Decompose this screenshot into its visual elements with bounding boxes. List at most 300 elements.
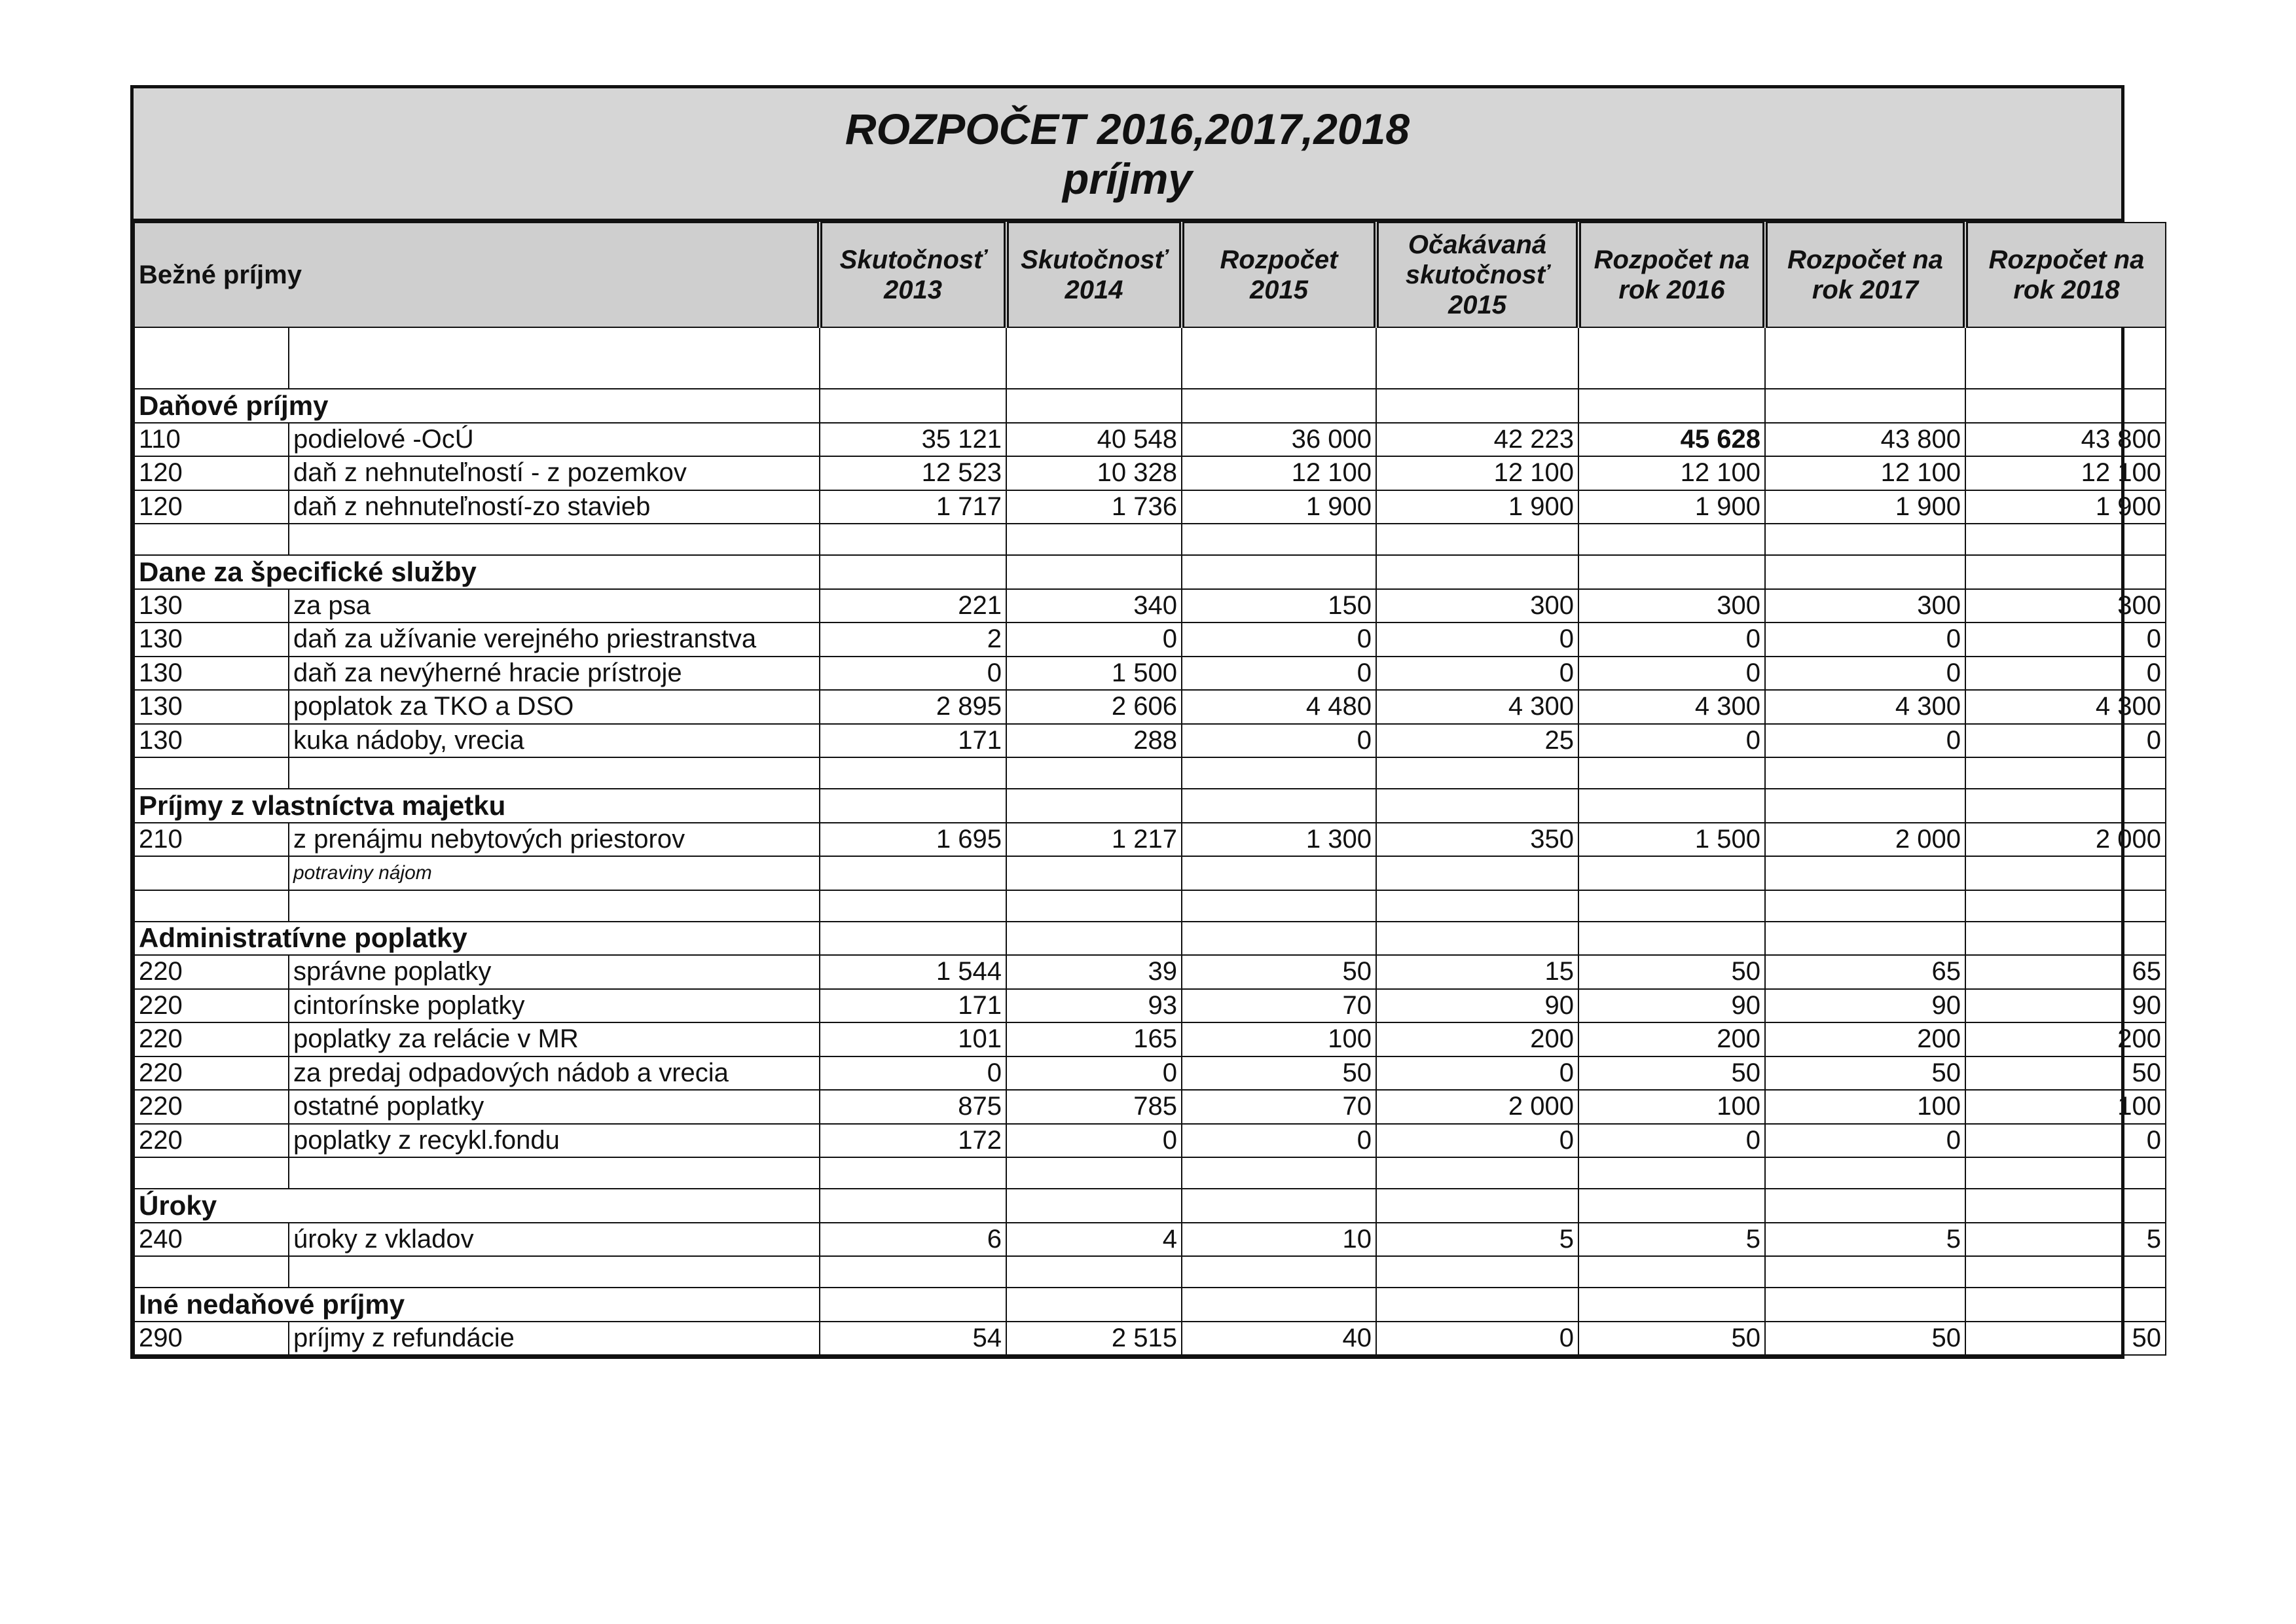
empty-cell — [1765, 1157, 1965, 1189]
col-header: Rozpočet na rok 2018 — [1965, 223, 2166, 327]
value-cell: 150 — [1182, 589, 1376, 623]
value-cell: 4 300 — [1965, 690, 2166, 724]
blank-row — [134, 757, 2166, 789]
value-cell: 12 100 — [1578, 456, 1765, 490]
value-cell: 0 — [1376, 1056, 1578, 1091]
empty-cell — [1578, 1189, 1765, 1223]
empty-cell — [820, 856, 1006, 890]
value-cell: 300 — [1578, 589, 1765, 623]
empty-cell — [820, 555, 1006, 589]
empty-cell — [1376, 524, 1578, 555]
value-cell: 2 000 — [1376, 1090, 1578, 1124]
value-cell: 0 — [1765, 657, 1965, 691]
empty-cell — [1578, 757, 1765, 789]
empty-cell — [1578, 789, 1765, 823]
empty-cell — [820, 327, 1006, 389]
empty-cell — [1376, 555, 1578, 589]
value-cell: 25 — [1376, 724, 1578, 758]
empty-cell — [1965, 389, 2166, 423]
value-cell: 0 — [1376, 1322, 1578, 1356]
value-cell: 12 100 — [1765, 456, 1965, 490]
value-cell: 0 — [1765, 623, 1965, 657]
header-label: Bežné príjmy — [134, 223, 820, 327]
value-cell: 90 — [1578, 989, 1765, 1023]
table-row — [134, 823, 2166, 857]
item-code: 240 — [134, 1223, 289, 1257]
value-cell: 288 — [1006, 724, 1182, 758]
value-cell: 45 628 — [1578, 423, 1765, 457]
value-cell: 100 — [1578, 1090, 1765, 1124]
empty-cell — [1765, 524, 1965, 555]
value-cell: 875 — [820, 1090, 1006, 1124]
section-row — [134, 1288, 2166, 1322]
value-cell: 0 — [1006, 1124, 1182, 1158]
value-cell: 50 — [1578, 1322, 1765, 1356]
value-cell: 50 — [1182, 1056, 1376, 1091]
value-cell: 10 — [1182, 1223, 1376, 1257]
item-code: 120 — [134, 490, 289, 524]
budget-table — [134, 222, 2166, 1356]
section-title: Iné nedaňové príjmy — [134, 1288, 820, 1322]
section-title: Dane za špecifické služby — [134, 555, 820, 589]
empty-cell — [289, 1256, 820, 1288]
empty-cell — [1006, 789, 1182, 823]
item-code: 220 — [134, 1022, 289, 1056]
item-description: poplatky za relácie v MR — [289, 1022, 820, 1056]
empty-cell — [1578, 890, 1765, 922]
item-code: 110 — [134, 423, 289, 457]
empty-cell — [1376, 856, 1578, 890]
empty-cell — [1765, 1256, 1965, 1288]
empty-cell — [1376, 789, 1578, 823]
value-cell: 0 — [1376, 1124, 1578, 1158]
value-cell: 0 — [1376, 657, 1578, 691]
value-cell: 0 — [1182, 1124, 1376, 1158]
empty-cell — [1578, 1256, 1765, 1288]
empty-cell — [1965, 890, 2166, 922]
value-cell: 36 000 — [1182, 423, 1376, 457]
table-body — [134, 327, 2166, 1355]
item-code: 220 — [134, 1056, 289, 1091]
value-cell: 0 — [1965, 657, 2166, 691]
empty-cell — [820, 524, 1006, 555]
section-row — [134, 789, 2166, 823]
value-cell: 4 300 — [1376, 690, 1578, 724]
value-cell: 1 717 — [820, 490, 1006, 524]
item-code: 290 — [134, 1322, 289, 1356]
value-cell: 43 800 — [1965, 423, 2166, 457]
empty-cell — [1006, 1157, 1182, 1189]
empty-cell — [1578, 327, 1765, 389]
table-row — [134, 657, 2166, 691]
blank-row — [134, 327, 2166, 389]
empty-cell — [1765, 555, 1965, 589]
item-description: daň za užívanie verejného priestranstva — [289, 623, 820, 657]
empty-cell — [1765, 1189, 1965, 1223]
value-cell: 65 — [1965, 955, 2166, 989]
item-description: poplatok za TKO a DSO — [289, 690, 820, 724]
item-description: daň z nehnuteľností - z pozemkov — [289, 456, 820, 490]
section-title: Úroky — [134, 1189, 820, 1223]
value-cell: 0 — [820, 1056, 1006, 1091]
item-code: 220 — [134, 989, 289, 1023]
empty-cell — [1006, 327, 1182, 389]
value-cell: 12 100 — [1182, 456, 1376, 490]
value-cell: 300 — [1376, 589, 1578, 623]
value-cell: 50 — [1578, 1056, 1765, 1091]
empty-cell — [134, 1157, 289, 1189]
value-cell: 4 300 — [1765, 690, 1965, 724]
value-cell: 0 — [1006, 1056, 1182, 1091]
empty-cell — [1578, 524, 1765, 555]
value-cell: 0 — [1965, 623, 2166, 657]
table-row — [134, 1223, 2166, 1257]
empty-cell — [1765, 389, 1965, 423]
value-cell: 0 — [1578, 724, 1765, 758]
value-cell: 1 900 — [1376, 490, 1578, 524]
empty-cell — [1376, 327, 1578, 389]
empty-cell — [1578, 1288, 1765, 1322]
table-row — [134, 989, 2166, 1023]
empty-cell — [289, 757, 820, 789]
empty-cell — [1182, 555, 1376, 589]
item-code: 130 — [134, 589, 289, 623]
header-row — [134, 223, 2166, 327]
blank-row — [134, 1256, 2166, 1288]
empty-cell — [820, 922, 1006, 956]
table-row — [134, 1124, 2166, 1158]
empty-cell — [1006, 757, 1182, 789]
empty-cell — [1965, 1157, 2166, 1189]
empty-cell — [1965, 856, 2166, 890]
title-band — [134, 88, 2121, 222]
table-row — [134, 1022, 2166, 1056]
value-cell: 90 — [1965, 989, 2166, 1023]
empty-cell — [1765, 856, 1965, 890]
empty-cell — [1182, 922, 1376, 956]
table-row — [134, 423, 2166, 457]
empty-cell — [1965, 922, 2166, 956]
note-row — [134, 856, 2166, 890]
value-cell: 1 900 — [1578, 490, 1765, 524]
empty-cell — [1182, 890, 1376, 922]
value-cell: 50 — [1182, 955, 1376, 989]
empty-cell — [1182, 1288, 1376, 1322]
empty-cell — [1765, 757, 1965, 789]
value-cell: 15 — [1376, 955, 1578, 989]
table-row — [134, 690, 2166, 724]
empty-cell — [820, 890, 1006, 922]
empty-cell — [1006, 922, 1182, 956]
empty-cell — [1765, 922, 1965, 956]
empty-cell — [1006, 1189, 1182, 1223]
table-row — [134, 456, 2166, 490]
col-header: Rozpočet 2015 — [1182, 223, 1376, 327]
value-cell: 50 — [1578, 955, 1765, 989]
empty-cell — [289, 1157, 820, 1189]
value-cell: 165 — [1006, 1022, 1182, 1056]
empty-cell — [1578, 1157, 1765, 1189]
document-title: ROZPOČET 2016,2017,2018 — [845, 105, 1410, 153]
section-title: Daňové príjmy — [134, 389, 820, 423]
empty-cell — [820, 1157, 1006, 1189]
value-cell: 50 — [1965, 1056, 2166, 1091]
value-cell: 0 — [1182, 724, 1376, 758]
value-cell: 5 — [1765, 1223, 1965, 1257]
section-row — [134, 389, 2166, 423]
empty-cell — [134, 327, 289, 389]
value-cell: 93 — [1006, 989, 1182, 1023]
value-cell: 6 — [820, 1223, 1006, 1257]
empty-cell — [134, 890, 289, 922]
empty-cell — [1765, 789, 1965, 823]
empty-cell — [1182, 789, 1376, 823]
empty-cell — [1376, 922, 1578, 956]
item-description: kuka nádoby, vrecia — [289, 724, 820, 758]
empty-cell — [820, 1189, 1006, 1223]
table-row — [134, 1090, 2166, 1124]
item-description: daň za nevýherné hracie prístroje — [289, 657, 820, 691]
empty-cell — [1182, 327, 1376, 389]
blank-row — [134, 524, 2166, 555]
col-header: Očakávaná skutočnosť 2015 — [1376, 223, 1578, 327]
value-cell: 0 — [820, 657, 1006, 691]
item-code: 130 — [134, 657, 289, 691]
table-row — [134, 1322, 2166, 1356]
value-cell: 2 000 — [1765, 823, 1965, 857]
value-cell: 12 523 — [820, 456, 1006, 490]
section-title: Administratívne poplatky — [134, 922, 820, 956]
value-cell: 1 217 — [1006, 823, 1182, 857]
item-description: z prenájmu nebytových priestorov — [289, 823, 820, 857]
value-cell: 300 — [1965, 589, 2166, 623]
value-cell: 70 — [1182, 1090, 1376, 1124]
value-cell: 4 480 — [1182, 690, 1376, 724]
value-cell: 101 — [820, 1022, 1006, 1056]
empty-cell — [1965, 1189, 2166, 1223]
value-cell: 340 — [1006, 589, 1182, 623]
empty-cell — [820, 1288, 1006, 1322]
value-cell: 2 895 — [820, 690, 1006, 724]
empty-cell — [1006, 1288, 1182, 1322]
item-description: poplatky z recykl.fondu — [289, 1124, 820, 1158]
item-description: úroky z vkladov — [289, 1223, 820, 1257]
empty-cell — [1376, 890, 1578, 922]
empty-cell — [1376, 757, 1578, 789]
empty-cell — [1578, 389, 1765, 423]
section-row — [134, 555, 2166, 589]
empty-cell — [134, 757, 289, 789]
item-description: podielové -OcÚ — [289, 423, 820, 457]
empty-cell — [1578, 555, 1765, 589]
value-cell: 10 328 — [1006, 456, 1182, 490]
value-cell: 0 — [1182, 623, 1376, 657]
value-cell: 0 — [1765, 724, 1965, 758]
empty-cell — [1376, 1288, 1578, 1322]
item-description: daň z nehnuteľností-zo stavieb — [289, 490, 820, 524]
value-cell: 43 800 — [1765, 423, 1965, 457]
value-cell: 1 500 — [1006, 657, 1182, 691]
value-cell: 40 — [1182, 1322, 1376, 1356]
value-cell: 5 — [1965, 1223, 2166, 1257]
value-cell: 2 515 — [1006, 1322, 1182, 1356]
col-header: Rozpočet na rok 2016 — [1578, 223, 1765, 327]
value-cell: 4 — [1006, 1223, 1182, 1257]
empty-cell — [820, 1256, 1006, 1288]
empty-cell — [1965, 555, 2166, 589]
empty-cell — [820, 389, 1006, 423]
empty-cell — [134, 1256, 289, 1288]
value-cell: 1 300 — [1182, 823, 1376, 857]
empty-cell — [820, 757, 1006, 789]
empty-cell — [1765, 1288, 1965, 1322]
table-row — [134, 724, 2166, 758]
empty-cell — [289, 327, 820, 389]
empty-cell — [1182, 389, 1376, 423]
value-cell: 50 — [1765, 1322, 1965, 1356]
empty-cell — [820, 789, 1006, 823]
table-row — [134, 1056, 2166, 1091]
table-row — [134, 589, 2166, 623]
empty-cell — [1376, 1157, 1578, 1189]
value-cell: 90 — [1376, 989, 1578, 1023]
col-header: Rozpočet na rok 2017 — [1765, 223, 1965, 327]
empty-cell — [1006, 890, 1182, 922]
item-description: správne poplatky — [289, 955, 820, 989]
value-cell: 54 — [820, 1322, 1006, 1356]
section-title: Príjmy z vlastníctva majetku — [134, 789, 820, 823]
empty-cell — [1006, 856, 1182, 890]
empty-cell — [1182, 757, 1376, 789]
empty-cell — [1376, 1256, 1578, 1288]
empty-cell — [1376, 389, 1578, 423]
empty-cell — [1006, 389, 1182, 423]
value-cell: 171 — [820, 724, 1006, 758]
empty-cell — [1965, 757, 2166, 789]
empty-cell — [1965, 789, 2166, 823]
item-code: 220 — [134, 955, 289, 989]
value-cell: 350 — [1376, 823, 1578, 857]
item-code: 130 — [134, 623, 289, 657]
item-code: 130 — [134, 724, 289, 758]
empty-cell — [1182, 1157, 1376, 1189]
value-cell: 200 — [1376, 1022, 1578, 1056]
value-cell: 5 — [1578, 1223, 1765, 1257]
value-cell: 0 — [1765, 1124, 1965, 1158]
document-subtitle: príjmy — [1062, 154, 1193, 203]
value-cell: 172 — [820, 1124, 1006, 1158]
value-cell: 65 — [1765, 955, 1965, 989]
value-cell: 0 — [1578, 1124, 1765, 1158]
value-cell: 1 500 — [1578, 823, 1765, 857]
value-cell: 221 — [820, 589, 1006, 623]
value-cell: 0 — [1578, 623, 1765, 657]
empty-cell — [1006, 1256, 1182, 1288]
value-cell: 100 — [1965, 1090, 2166, 1124]
empty-cell — [1182, 856, 1376, 890]
value-cell: 35 121 — [820, 423, 1006, 457]
value-cell: 100 — [1182, 1022, 1376, 1056]
value-cell: 2 — [820, 623, 1006, 657]
item-description: príjmy z refundácie — [289, 1322, 820, 1356]
empty-cell — [1578, 856, 1765, 890]
item-description: za predaj odpadových nádob a vrecia — [289, 1056, 820, 1091]
value-cell: 171 — [820, 989, 1006, 1023]
item-description: ostatné poplatky — [289, 1090, 820, 1124]
empty-cell — [1578, 922, 1765, 956]
value-cell: 90 — [1765, 989, 1965, 1023]
value-cell: 200 — [1765, 1022, 1965, 1056]
value-cell: 200 — [1578, 1022, 1765, 1056]
value-cell: 2 000 — [1965, 823, 2166, 857]
item-note: potraviny nájom — [289, 856, 820, 890]
section-row — [134, 922, 2166, 956]
value-cell: 12 100 — [1376, 456, 1578, 490]
value-cell: 5 — [1376, 1223, 1578, 1257]
value-cell: 200 — [1965, 1022, 2166, 1056]
value-cell: 0 — [1006, 623, 1182, 657]
item-code: 220 — [134, 1090, 289, 1124]
budget-sheet — [130, 85, 2161, 1359]
value-cell: 0 — [1965, 1124, 2166, 1158]
item-code: 130 — [134, 690, 289, 724]
blank-row — [134, 890, 2166, 922]
empty-cell — [289, 890, 820, 922]
table-row — [134, 490, 2166, 524]
empty-cell — [1182, 524, 1376, 555]
value-cell: 1 900 — [1182, 490, 1376, 524]
value-cell: 42 223 — [1376, 423, 1578, 457]
value-cell: 1 544 — [820, 955, 1006, 989]
value-cell: 785 — [1006, 1090, 1182, 1124]
value-cell: 1 900 — [1765, 490, 1965, 524]
item-description: za psa — [289, 589, 820, 623]
value-cell: 70 — [1182, 989, 1376, 1023]
blank-row — [134, 1157, 2166, 1189]
value-cell: 1 900 — [1965, 490, 2166, 524]
value-cell: 0 — [1182, 657, 1376, 691]
item-description: cintorínske poplatky — [289, 989, 820, 1023]
empty-cell — [1965, 327, 2166, 389]
empty-cell — [1182, 1256, 1376, 1288]
section-row — [134, 1189, 2166, 1223]
item-code: 220 — [134, 1124, 289, 1158]
value-cell: 50 — [1965, 1322, 2166, 1356]
table-row — [134, 623, 2166, 657]
empty-cell — [1376, 1189, 1578, 1223]
value-cell: 2 606 — [1006, 690, 1182, 724]
col-header: Skutočnosť 2014 — [1006, 223, 1182, 327]
value-cell: 12 100 — [1965, 456, 2166, 490]
value-cell: 0 — [1376, 623, 1578, 657]
empty-cell — [1765, 327, 1965, 389]
value-cell: 1 695 — [820, 823, 1006, 857]
empty-cell — [1965, 1288, 2166, 1322]
value-cell: 40 548 — [1006, 423, 1182, 457]
empty-cell — [134, 856, 289, 890]
value-cell: 1 736 — [1006, 490, 1182, 524]
value-cell: 0 — [1965, 724, 2166, 758]
empty-cell — [1006, 524, 1182, 555]
col-header: Skutočnosť 2013 — [820, 223, 1006, 327]
value-cell: 100 — [1765, 1090, 1965, 1124]
empty-cell — [134, 524, 289, 555]
value-cell: 300 — [1765, 589, 1965, 623]
empty-cell — [1965, 524, 2166, 555]
table-row — [134, 955, 2166, 989]
value-cell: 50 — [1765, 1056, 1965, 1091]
item-code: 210 — [134, 823, 289, 857]
